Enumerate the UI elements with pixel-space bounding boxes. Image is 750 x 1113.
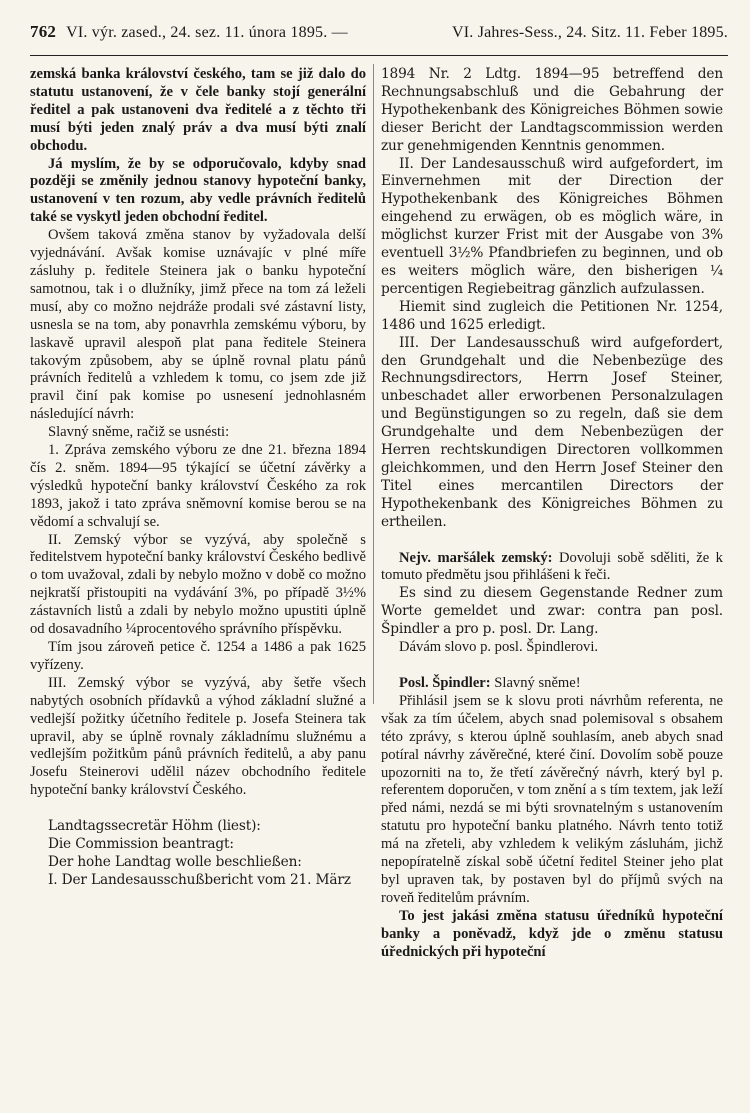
page-number: 762 — [30, 22, 57, 41]
right-column-german — [381, 66, 723, 532]
paragraph-text: III. Der Landesausschuß wird aufgefordert, den Grundgehalt und die Nebenbezüge des Rechnungsdirectors, Herrn Josef Steiner, unbeschadet aller erworbenen Personalzulagen und Begünstigungen so zu regeln, daß sie dem Grundgehalte und dem Nebenbezügen der Herren rechtskundigen Directoren vollkommen gleichkommen, und den Herrn Josef Steiner den Titel eines mercantilen Directors der Hypothekenbank des Königreiches Böhmen zu ertheilen. — [381, 334, 723, 530]
paragraph — [381, 335, 723, 532]
paragraph — [30, 424, 366, 442]
paragraph — [30, 639, 366, 675]
paragraph-text: Dovoluji sobě sděliti, že k tomuto předmětu jsou přihlášeni k řeči. — [381, 549, 723, 584]
speaker-name: Nejv. maršálek zemský: — [399, 549, 553, 566]
paragraph — [381, 908, 723, 962]
paragraph — [381, 675, 723, 693]
paragraph — [30, 156, 366, 228]
paragraph — [381, 66, 723, 156]
paragraph: Der hohe Landtag wolle beschließen: — [48, 853, 302, 870]
header-german: VI. Jahres-Sess., 24. Sitz. 11. Feber 1895. — [452, 24, 728, 41]
paragraph-text: zemská banka království českého, tam se již dalo do statutu ustanovení, že v čele banky stojí generální ředitel a pak ustanoveni dva ředitelé a z těchto tři musí býti jeden znalý práv a dva musí býti znalí obchodu. — [30, 66, 366, 154]
paragraph-text: Já myslím, že by se odporučovalo, kdyby snad později se změnily jednou stanovy hypoteční banky, ustanovení v ten rozum, aby vedle právních ředitelů také se vyskytl jeden obchodní ředitel. — [30, 155, 366, 226]
left-column — [30, 66, 366, 890]
right-column — [381, 66, 723, 962]
spacer — [30, 800, 366, 818]
speaker-name: Posl. Špindler: — [399, 675, 491, 691]
paragraph: I. Der Landesausschußbericht vom 21. März — [48, 871, 351, 888]
column-divider — [373, 64, 374, 704]
header-czech-text: VI. výr. zased., 24. sez. 11. února 1895. — [66, 24, 328, 41]
paragraph-text: Slavný sněme, račiž se usnésti: — [48, 424, 230, 441]
paragraph — [30, 442, 366, 532]
paragraph — [381, 156, 723, 299]
paragraph-text: 1. Zpráva zemského výboru ze dne 21. března 1894 čís 2. sněm. 1894—95 týkající se účetní závěrky a výsledků hypoteční banky království Českého za rok 1893, jakož i tato zpráva sněmovní komise berou se na vědomí a schvalují se. — [30, 442, 366, 530]
left-column-paragraphs — [30, 66, 366, 800]
paragraph — [30, 66, 366, 156]
paragraph-text: II. Zemský výbor se vyzývá, aby společně s ředitelstvem hypoteční banky království Českého bedlivě o tom uvažoval, zdali by nebylo možno v době co možno nejkratší přistoupiti na vydávání 3%, po případě 3½% zástavních listů a zdali by nebylo možno upustiti úplně od dosavadního ¼procentového správního příspěvku. — [30, 531, 366, 638]
paragraph-text: Slavný sněme! — [490, 675, 581, 691]
right-column-speech — [381, 675, 723, 962]
paragraph-text: Dávám slovo p. posl. Špindlerovi. — [399, 639, 599, 656]
paragraph — [381, 299, 723, 335]
page-header — [30, 22, 728, 48]
paragraph-text: Tím jsou zároveň petice č. 1254 a 1486 a pak 1625 vyřízeny. — [30, 639, 366, 673]
paragraph-text: Es sind zu diesem Gegenstande Redner zum Worte gemeldet und zwar: contra pan posl. Špindler a pro p. posl. Dr. Lang. — [381, 585, 723, 638]
paragraph — [381, 639, 723, 657]
paragraph-text: Ovšem taková změna stanov by vyžadovala delší vyjednávání. Avšak komise uznávajíc v plné míře zásluhy p. ředitele Steinera jak o banku hypoteční samotnou, tak i o dlužníky, jimž přece na tom zá leželi musí, aby co možno nejdráže prodali své zástavní listy, usnesla se na tom, aby ponavrhla zemskému výboru, by laskavě upravil alespoň plat pana ředitele Steinera takovým způsobem, aby se úplně rovnal platu pánů právních ředitelů a vzhledem k tomu, co jsem zde již pravil činí pak komise po usnesení jednohlasném následující návrh: — [30, 227, 366, 423]
paragraph-text: Hiemit sind zugleich die Petitionen Nr. 1254, 1486 und 1625 erledigt. — [381, 298, 723, 333]
paragraph-text: To jest jakási změna statusu úředníků hypoteční banky a poněvadž, když jde o změnu statusu úřednických při hypoteční — [381, 907, 723, 960]
paragraph — [30, 227, 366, 424]
left-column-german — [30, 818, 366, 890]
paragraph — [30, 675, 366, 800]
paragraph: Die Commission beantragt: — [48, 836, 234, 853]
paragraph-text: Přihlásil jsem se k slovu proti návrhům referenta, ne však za tím účelem, abych snad polemisoval s obsahem této zprávy, s kterou úplně souhlasím, aneb abych snad potíral návrhy závěrečné, které činí. Dovolím sobě pouze upozorniti na to, že třetí závěrečný návrh, který byl p. referentem doporučen, v tom znění a s tím textem, jak leží před námi, nezdá se mi býti srovnatelným s ustanovením statutu pro hypoteční banku platného. Návrh tento totiž má na zřeteli, aby vzhledem k velikým zásluhám, jichž nepopíratelně získal sobě účetní ředitel Steiner jeho plat byl upraven tak, by postaven byl do příjmů svých na roveň ředitelům právním. — [381, 692, 723, 906]
header-separator: — — [331, 24, 348, 41]
spacer — [381, 532, 723, 550]
paragraph-text: III. Zemský výbor se vyzývá, aby šetře všech nabytých osobních přídavků a výhod základní služné a vedlejší požitky účetního ředitele p. Josefa Steinera tak upravil, aby se úplně rovnaly základnímu služnému a vedlejším požitkům pánů právních ředitelů, a aby panu Josefu Steinerovi udělil název obchodního ředitele hypoteční banky království Českého. — [30, 674, 366, 799]
right-column-czech — [381, 550, 723, 657]
header-rule — [30, 55, 728, 56]
header-czech — [56, 24, 452, 42]
spacer — [381, 657, 723, 675]
paragraph — [381, 693, 723, 908]
paragraph — [30, 532, 366, 639]
secretary-line: Landtagssecretär Höhm (liest): — [48, 818, 261, 835]
paragraph-text: II. Der Landesausschuß wird aufgefordert, im Einvernehmen mit der Direction der Hypothekenbank des Königreiches Böhmen eingehend zu erwägen, ob es möglich wäre, in möglichst kurzer Frist mit der Ausgabe von 3% eventuell 3½% Pfandbriefen zu beginnen, und ob es weiters möglich wäre, den bisherigen ¼ percentigen Regiebeitrag gänzlich aufzulassen. — [381, 155, 723, 297]
paragraph-text: 1894 Nr. 2 Ldtg. 1894—95 betreffend den Rechnungsabschluß und die Gebahrung der Hypothekenbank des Königreiches Böhmen sowie dieser Bericht der Landtagscommission werden zur genehmigenden Kenntnis genommen. — [381, 66, 723, 154]
paragraph — [381, 550, 723, 586]
paragraph — [381, 585, 723, 639]
